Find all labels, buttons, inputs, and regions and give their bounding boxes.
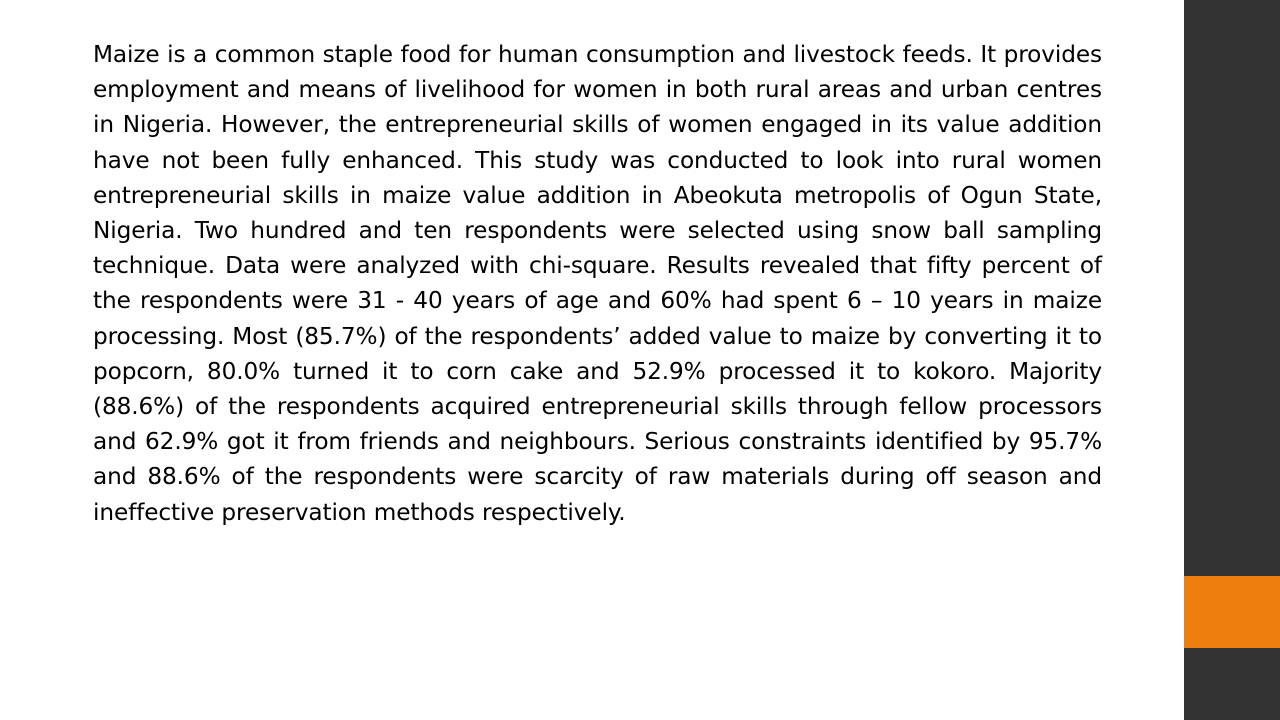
right-sidebar-bar [1184, 0, 1280, 720]
orange-accent-block [1184, 576, 1280, 648]
abstract-paragraph: Maize is a common staple food for human consumption and livestock feeds. It provides employment and means of livelihood for women in both rural areas and urban centres in Nigeria. However, the entrepreneurial skills of women engaged in its value addition have not been fully enhanced. This study was conducted to look into rural women entrepreneurial skills in maize value addition in Abeokuta metropolis of Ogun State, Nigeria. Two hundred and ten respondents were selected using snow ball sampling technique. Data were analyzed with chi-square. Results revealed that fifty percent of the respondents were 31 - 40 years of age and 60% had spent 6 – 10 years in maize processing. Most (85.7%) of the respondents’ added value to maize by converting it to popcorn, 80.0% turned it to corn cake and 52.9% processed it to kokoro. Majority (88.6%) of the respondents acquired entrepreneurial skills through fellow processors and 62.9% got it from friends and neighbours. Serious constraints identified by 95.7% and 88.6% of the respondents were scarcity of raw materials during off season and ineffective preservation methods respectively. [93, 41, 1102, 526]
